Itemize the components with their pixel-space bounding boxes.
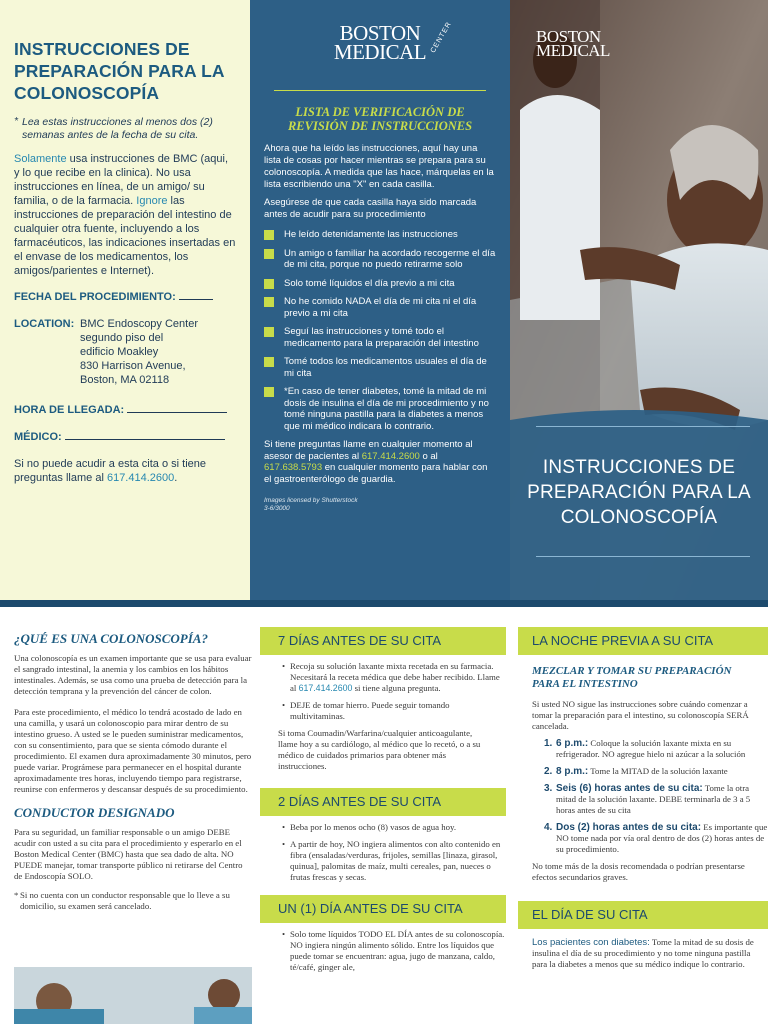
cover-logo <box>536 27 610 60</box>
credit-line: Images licensed by Shutterstock <box>264 497 358 504</box>
item-text: Recoja su solución laxante mixta recetada en su farmacia. Necesitará la receta médica que debe haber recibido. Llame al <box>290 661 500 693</box>
subsection-title: MEZCLAR Y TOMAR SU PREPARACIÓN PARA EL INTESTINO <box>532 665 732 690</box>
step-text: Coloque la solución laxante mixta en su refrigerador. NO agregue hielo ni azúcar a la solución <box>556 738 746 759</box>
nurse-photo <box>14 967 252 1024</box>
credit-code: 3-6/3000 <box>264 505 290 512</box>
list-item: • Solo tome líquidos TODO EL DÍA antes de su colonoscopía. NO ingiera ningún alimento sólido. Entre los líquidos que puede tomar se encuentran: agua, jugo de manzana, caldo, té/café, ginger ale, <box>290 929 506 973</box>
step-item <box>544 822 768 855</box>
bullet-list <box>260 822 506 883</box>
checklist-item-label: *En caso de tener diabetes, tomé la mitad de mi dosis de insulina el día de mi procedimiento y no tomé ninguna pastilla para la diabetes a menos que mi médico indicara lo contrario. <box>284 386 489 432</box>
highlight-solamente: Solamente <box>14 153 67 165</box>
column-timeline <box>260 607 506 979</box>
diabetes-text: Tome la mitad de su dosis de insulina el día de su procedimiento y no tome ninguna pastilla para la diabetes a menos que su médico indique lo contrario. <box>532 937 754 969</box>
steps-list <box>518 738 768 855</box>
checkbox[interactable] <box>264 249 274 259</box>
step-label: 6 p.m.: <box>556 738 589 749</box>
checklist-item-label: Solo tomé líquidos el día previo a mi cita <box>284 277 455 289</box>
panel-title: INSTRUCCIONES DE PREPARACIÓN PARA LA COLONOSCOPÍA <box>14 39 224 103</box>
cover-title: INSTRUCCIONES DE PREPARACIÓN PARA LA COLONOSCOPÍA <box>527 457 751 528</box>
advance-note: * Lea estas instrucciones al menos dos (2) semanas antes de la fecha de su cita. <box>14 116 236 142</box>
section-header: 2 DÍAS ANTES DE SU CITA <box>260 788 506 816</box>
hora-label: HORA DE LLEGADA: <box>14 404 125 416</box>
checklist-item[interactable] <box>264 278 496 290</box>
medico-field[interactable] <box>14 430 236 443</box>
contact-text <box>14 457 236 485</box>
section-header: LA NOCHE PREVIA A SU CITA <box>518 627 768 655</box>
fecha-field[interactable] <box>14 290 236 303</box>
hora-blank[interactable] <box>127 403 227 413</box>
medico-blank[interactable] <box>65 430 225 440</box>
paragraph: Si usted NO sigue las instrucciones sobre cuándo comenzar a tomar la preparación para el intestino, su colonoscopía SERÁ cancelada. <box>532 699 749 731</box>
checklist <box>264 229 496 432</box>
location-address <box>80 317 198 387</box>
list-item: • DEJE de tomar hierro. Puede seguir tomando multivitaminas. <box>290 700 506 722</box>
address-line: edificio Moakley <box>80 346 159 358</box>
image-credit <box>264 497 496 513</box>
foot-text: en cualquier momento para hablar con el gastroenterólogo de guardia. <box>264 462 488 485</box>
checkbox[interactable] <box>264 230 274 240</box>
paragraph <box>518 937 768 970</box>
checklist-item[interactable] <box>264 229 496 241</box>
body-text-1: usa instrucciones de BMC (aqui, y lo que recibe en la clinica). No usa instrucciones en línea, de un amigo/ su familia, o de la farmacia. <box>14 153 229 207</box>
checklist-item[interactable] <box>264 356 496 379</box>
logo-center-text: CENTER <box>429 20 454 55</box>
logo-line-2: MEDICAL <box>536 41 610 60</box>
foot-text: o al <box>419 450 438 462</box>
diabetes-label: Los pacientes con diabetes: <box>532 937 650 948</box>
contact-phone[interactable]: 617.414.2600 <box>106 472 175 484</box>
section-title: CONDUCTOR DESIGNADO <box>14 805 175 820</box>
checklist-intro: Ahora que ha leído las instrucciones, aquí hay una lista de cosas por hacer mientras se prepara para su colonoscopía. A medida que las hace, márquelas en la lista escribiendo una "X" en cada casilla. <box>264 143 494 190</box>
column-what-is <box>14 607 252 912</box>
medico-label: MÉDICO: <box>14 431 62 443</box>
checklist-intro-2: Asegúrese de que cada casilla haya sido marcada antes de acudir para su procedimiento <box>264 197 477 220</box>
hora-field[interactable] <box>14 403 236 416</box>
paragraph: Para su seguridad, un familiar responsable o un amigo DEBE acudir con usted a su cita para el procedimiento y esperarlo en el Boston Medical Center (BMC) hasta que sea dado de alta. NO PUEDE manejar, tomar transporte público ni retirarse del Centro de Endoscopía SOLO. <box>14 827 243 881</box>
address-line: segundo piso del <box>80 332 164 344</box>
divider <box>536 426 750 427</box>
item-text: si tiene alguna pregunta. <box>352 683 441 693</box>
checklist-item-label: Seguí las instrucciones y tomé todo el medicamento para la preparación del intestino <box>284 326 479 349</box>
checklist-panel <box>250 0 510 600</box>
cover-panel <box>510 0 768 600</box>
checklist-item-label: No he comido NADA el día de mi cita ni el día previo a mi cita <box>284 296 477 319</box>
contact-prefix: Si no puede acudir a esta cita o si tiene preguntas llame al <box>14 458 207 484</box>
section-header: 7 DÍAS ANTES DE SU CITA <box>260 627 506 655</box>
divider <box>274 90 486 91</box>
divider <box>536 556 750 557</box>
checklist-contact <box>264 439 496 485</box>
step-label: Dos (2) horas antes de su cita: <box>556 822 702 833</box>
checklist-item[interactable] <box>264 386 496 432</box>
boston-medical-logo <box>264 0 496 90</box>
section-header: EL DÍA DE SU CITA <box>518 901 768 929</box>
address-line: BMC Endoscopy Center <box>80 318 198 330</box>
checklist-item[interactable] <box>264 248 496 271</box>
location-label: LOCATION: <box>14 318 75 330</box>
bullet-list <box>260 929 506 973</box>
phone-link[interactable]: 617.638.5793 <box>264 462 323 473</box>
contact-end: . <box>174 472 178 484</box>
paragraph: Para este procedimiento, el médico lo tendrá acostado de lado en una camilla, y usará un colonoscopio para mirar dentro de su intestino grueso. A usted se le pueden suministrar medicamentos, con su consentimiento, para que se sienta cómodo durante el procedimiento. El examen dura aproximadamente 30 minutos, pero puede variar. Prográmese para permanecer en el hospital durante aproximadamente tres horas, incluyendo tiempo para registrarse, reunirse con enfermeros y descansar después de su procedimiento. <box>14 707 252 794</box>
section-band <box>0 600 768 607</box>
step-text: Tome la MITAD de la solución laxante <box>588 766 728 776</box>
step-number: 4. <box>544 822 553 833</box>
logo-line-1: BOSTON <box>339 21 421 45</box>
highlight-ignore: Ignore <box>136 195 168 207</box>
step-text: Tome la otra mitad de la solución laxante. DEBE terminarla de 3 a 5 horas antes de su cita <box>556 783 751 815</box>
checkbox[interactable] <box>264 387 274 397</box>
checklist-item-label: He leído detenidamente las instrucciones <box>284 229 458 240</box>
step-label: 8 p.m.: <box>556 766 589 777</box>
checklist-item-label: Un amigo o familiar ha acordado recogerme el día de mi cita, porque no puedo retirarme solo <box>284 247 496 270</box>
step-label: Seis (6) horas antes de su cita: <box>556 783 703 794</box>
checkbox[interactable] <box>264 357 274 367</box>
bullet-list <box>260 661 506 722</box>
checklist-item-label: Tomé todos los medicamentos usuales el día de mi cita <box>284 356 487 379</box>
step-number: 1. <box>544 738 553 749</box>
checklist-title: LISTA DE VERIFICACIÓN DE REVISIÓN DE INSTRUCCIONES <box>287 105 473 133</box>
list-item: • Beba por lo menos ocho (8) vasos de agua hoy. <box>290 822 506 833</box>
checkbox[interactable] <box>264 327 274 337</box>
left-panel <box>0 0 250 600</box>
step-item <box>544 783 768 816</box>
step-text: Es importante que NO tome nada por vía oral dentro de dos (2) horas antes de su procedimiento. <box>556 822 768 854</box>
step-item <box>544 738 768 760</box>
foot-text: Si tiene preguntas llame en cualquier momento al asesor de pacientes al <box>264 439 473 462</box>
body-text-2: las instrucciones de preparación del intestino de cualquier otra fuente, incluyendo a los farmacéuticos, las indicaciones insertadas en el envase de los medicamentos, los amigos/parientes e Internet). <box>14 195 236 277</box>
step-number: 2. <box>544 766 553 777</box>
address-line: Boston, MA 02118 <box>80 374 170 386</box>
fecha-label: FECHA DEL PROCEDIMIENTO: <box>14 291 176 303</box>
column-night-before <box>518 607 768 970</box>
step-number: 3. <box>544 783 553 794</box>
driver-note: * Si no cuenta con un conductor responsable que lo lleve a su domicilio, su examen será cancelado. <box>14 890 252 912</box>
section-title: ¿QUÉ ES UNA COLONOSCOPÍA? <box>14 631 208 646</box>
list-item: • A partir de hoy, NO ingiera alimentos con alto contenido en fibra (ensaladas/verduras, frijoles, semillas [linaza, girasol, quinua], palomitas de maíz, multi cereales, pan, nueces o frutas frescas y secas. <box>290 839 506 883</box>
list-item <box>290 661 506 694</box>
phone-link[interactable]: 617.414.2600 <box>298 683 353 693</box>
paragraph: Si toma Coumadin/Warfarina/cualquier anticoagulante, llame hoy a su cardiólogo, al médico que lo recetó, o a su médico de cuidados primarios para obtener más instrucciones. <box>278 728 481 771</box>
phone-link[interactable]: 617.414.2600 <box>361 450 420 462</box>
instructions-paragraph <box>14 152 236 278</box>
section-header: UN (1) DÍA ANTES DE SU CITA <box>260 895 506 923</box>
checklist-item[interactable] <box>264 326 496 349</box>
fecha-blank[interactable] <box>179 290 213 300</box>
location-block <box>14 317 236 387</box>
checkbox[interactable] <box>264 297 274 307</box>
address-line: 830 Harrison Avenue, <box>80 360 186 372</box>
paragraph: No tome más de la dosis recomendada o podrían presentarse efectos secundarios graves. <box>532 861 745 882</box>
logo-line-1: BOSTON <box>536 27 601 46</box>
paragraph: Una colonoscopía es un examen importante que se usa para evaluar el sangrado intestinal, la anemia y los cambios en los hábitos intestinales. Además, se usa como una prueba de detección para la detección temprana y la prevención del cáncer de colon. <box>14 653 252 696</box>
logo-line-2: MEDICAL <box>333 40 427 64</box>
step-item <box>544 766 768 777</box>
checklist-item[interactable] <box>264 296 496 319</box>
checkbox[interactable] <box>264 279 274 289</box>
